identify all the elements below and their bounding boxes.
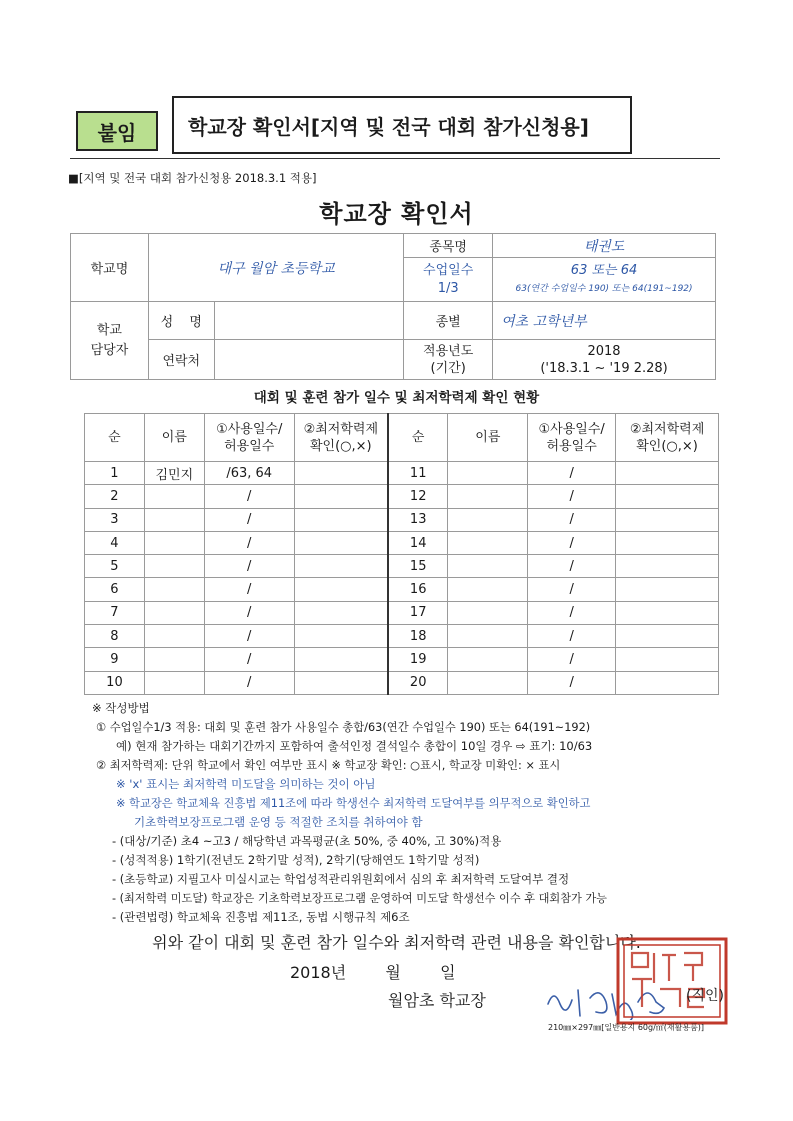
school-days-value-2: 63(연간 수업일수 190) 또는 64(191~192) xyxy=(515,283,693,294)
col-header-no-right: 순 xyxy=(388,414,448,462)
participation-table xyxy=(84,413,719,695)
year-value-1: 2018 xyxy=(587,343,621,359)
row-check-left xyxy=(294,508,388,531)
row-days-right: / xyxy=(528,508,616,531)
row-name-right xyxy=(448,485,528,508)
row-days-right: / xyxy=(528,555,616,578)
row-name-left xyxy=(144,531,204,554)
col-header-check-right-1: ②최저학력제 xyxy=(629,421,705,437)
row-check-left xyxy=(294,671,388,694)
detail-4: - (최저학력 미도달) 학교장은 기초학력보장프로그램 운영하여 미도달 학생선수 이수 후 대회참가 가능 xyxy=(112,892,607,905)
row-name-right xyxy=(448,601,528,624)
col-header-no-left: 순 xyxy=(85,414,145,462)
row-check-left xyxy=(294,648,388,671)
official-seal xyxy=(614,935,730,1027)
school-days-label-1: 수업일수 xyxy=(423,262,474,278)
contact-value xyxy=(214,340,404,380)
school-days-label-2: 1/3 xyxy=(437,280,459,296)
row-no-right: 18 xyxy=(388,625,448,648)
col-header-days-left xyxy=(204,414,294,462)
row-name-right xyxy=(448,508,528,531)
notes-heading: ※ 작성방법 xyxy=(92,701,150,715)
manager-label-2: 담당자 xyxy=(90,342,129,358)
col-header-check-right xyxy=(616,414,719,462)
row-no-left: 8 xyxy=(85,625,145,648)
row-check-left xyxy=(294,625,388,648)
note-4a: ※ 학교장은 학교체육 진흥법 제11조에 따라 학생선수 최저학력 도달여부를 의무적으로 확인하고 xyxy=(116,797,591,810)
table-row xyxy=(85,555,719,578)
category-value: 여초 고학년부 xyxy=(493,302,716,340)
table-row xyxy=(85,648,719,671)
row-name-left xyxy=(144,555,204,578)
signing-date: 2018년 월 일 xyxy=(290,963,456,982)
col-header-days-right-2: 허용일수 xyxy=(546,438,597,454)
category-label: 종별 xyxy=(404,302,493,340)
row-name-right xyxy=(448,531,528,554)
event-value: 태권도 xyxy=(493,234,716,258)
table-row xyxy=(85,462,719,485)
row-check-right xyxy=(616,671,719,694)
row-no-right: 11 xyxy=(388,462,448,485)
row-no-left: 1 xyxy=(85,462,145,485)
row-no-left: 10 xyxy=(85,671,145,694)
confirmation-statement: 위와 같이 대회 및 훈련 참가 일수와 최저학력 관련 내용을 확인합니다. xyxy=(152,933,641,952)
name-label: 성 명 xyxy=(148,302,214,340)
row-check-right xyxy=(616,462,719,485)
row-days-right: / xyxy=(528,601,616,624)
form-subtitle: ■[지역 및 전국 대회 참가신청용 2018.3.1 적용] xyxy=(68,171,317,185)
row-no-right: 12 xyxy=(388,485,448,508)
col-header-days-right-1: ①사용일수/ xyxy=(538,421,605,437)
row-days-right: / xyxy=(528,625,616,648)
table-row xyxy=(85,625,719,648)
col-header-check-left-2: 확인(○,×) xyxy=(309,438,372,454)
year-label-2: (기간) xyxy=(430,360,466,376)
detail-3: - (초등학교) 지필고사 미실시교는 학업성적관리위원회에서 심의 후 최저학력 도달여부 결정 xyxy=(112,872,570,886)
row-name-left xyxy=(144,578,204,601)
col-header-check-right-2: 확인(○,×) xyxy=(636,438,698,454)
row-name-right xyxy=(448,462,528,485)
detail-1: - (대상/기준) 초4 ~고3 / 해당학년 과목평균(초 50%, 중 40%, 고 30%)적용 xyxy=(112,834,502,848)
row-no-left: 4 xyxy=(85,531,145,554)
table-row xyxy=(85,485,719,508)
row-name-right xyxy=(448,671,528,694)
table-caption: 대회 및 훈련 참가 일수 및 최저학력제 확인 현황 xyxy=(253,390,540,406)
row-check-right xyxy=(616,601,719,624)
year-value-2: ('18.3.1 ~ '19 2.28) xyxy=(540,360,668,376)
note-2: ② 최저학력제: 단위 학교에서 확인 여부만 표시 ※ 학교장 확인: ○표시, 학교장 미확인: × 표시 xyxy=(96,759,561,772)
row-days-left: /63, 64 xyxy=(204,462,294,485)
row-days-left: / xyxy=(204,601,294,624)
row-name-left xyxy=(144,648,204,671)
row-no-right: 13 xyxy=(388,508,448,531)
manager-label xyxy=(71,302,149,380)
row-days-right: / xyxy=(528,578,616,601)
school-days-value xyxy=(493,258,716,302)
table-row xyxy=(85,601,719,624)
row-check-right xyxy=(616,578,719,601)
row-check-right xyxy=(616,648,719,671)
school-days-label xyxy=(404,258,493,302)
row-days-left: / xyxy=(204,531,294,554)
row-check-left xyxy=(294,462,388,485)
name-value xyxy=(214,302,404,340)
school-label: 학교명 xyxy=(71,234,149,302)
row-no-right: 14 xyxy=(388,531,448,554)
document-title: 학교장 확인서 xyxy=(319,200,474,228)
row-days-left: / xyxy=(204,485,294,508)
header-title-box: 학교장 확인서[지역 및 전국 대회 참가신청용] xyxy=(172,96,632,154)
table-row xyxy=(85,508,719,531)
row-check-left xyxy=(294,485,388,508)
header-divider xyxy=(70,158,720,159)
row-days-left: / xyxy=(204,648,294,671)
paper-spec-footer: 210㎜×297㎜[일반용지 60g/㎡(재활용품)] xyxy=(548,1023,705,1032)
note-4b: 기초학력보장프로그램 운영 등 적절한 조치를 취하여야 함 xyxy=(134,815,423,829)
row-check-left xyxy=(294,601,388,624)
manager-label-1: 학교 xyxy=(96,322,122,338)
row-days-left: / xyxy=(204,625,294,648)
row-no-left: 6 xyxy=(85,578,145,601)
row-name-left xyxy=(144,625,204,648)
row-days-left: / xyxy=(204,578,294,601)
table-row xyxy=(85,531,719,554)
detail-5: - (관련법령) 학교체육 진흥법 제11조, 동법 시행규칙 제6조 xyxy=(112,910,410,924)
row-days-right: / xyxy=(528,462,616,485)
row-name-left xyxy=(144,508,204,531)
school-info-table xyxy=(70,233,716,380)
row-check-left xyxy=(294,578,388,601)
row-days-right: / xyxy=(528,531,616,554)
row-name-right xyxy=(448,578,528,601)
attachment-badge: 붙임 xyxy=(76,111,158,151)
row-no-left: 7 xyxy=(85,601,145,624)
row-no-left: 5 xyxy=(85,555,145,578)
row-days-left: / xyxy=(204,555,294,578)
row-no-left: 3 xyxy=(85,508,145,531)
year-label xyxy=(404,340,493,380)
row-no-right: 20 xyxy=(388,671,448,694)
row-no-right: 17 xyxy=(388,601,448,624)
row-name-left xyxy=(144,485,204,508)
year-label-1: 적용년도 xyxy=(423,343,474,359)
row-check-right xyxy=(616,508,719,531)
col-header-days-left-2: 허용일수 xyxy=(224,438,275,454)
row-name-right xyxy=(448,625,528,648)
row-check-left xyxy=(294,531,388,554)
row-name-right xyxy=(448,648,528,671)
row-check-right xyxy=(616,555,719,578)
col-header-check-left-1: ②최저학력제 xyxy=(303,421,379,437)
row-no-right: 15 xyxy=(388,555,448,578)
row-days-right: / xyxy=(528,485,616,508)
row-name-left xyxy=(144,601,204,624)
principal-title: 월암초 학교장 xyxy=(388,991,486,1010)
seal-label: (직인) xyxy=(686,988,724,1004)
table-row xyxy=(85,578,719,601)
note-1a: ① 수업일수1/3 적용: 대회 및 훈련 참가 사용일수 총합/63(연간 수업일수 190) 또는 64(191~192) xyxy=(96,721,591,734)
col-header-check-left xyxy=(294,414,388,462)
col-header-name-left: 이름 xyxy=(144,414,204,462)
row-check-left xyxy=(294,555,388,578)
row-no-left: 9 xyxy=(85,648,145,671)
row-name-left: 김민지 xyxy=(144,462,204,485)
detail-2: - (성적적용) 1학기(전년도 2학기말 성적), 2학기(당해연도 1학기말 성적) xyxy=(112,853,480,867)
contact-label: 연락처 xyxy=(148,340,214,380)
event-label: 종목명 xyxy=(404,234,493,258)
row-check-right xyxy=(616,625,719,648)
row-check-right xyxy=(616,485,719,508)
col-header-days-right xyxy=(528,414,616,462)
col-header-name-right: 이름 xyxy=(448,414,528,462)
school-days-value-1: 63 또는 64 xyxy=(570,262,638,278)
row-days-right: / xyxy=(528,671,616,694)
col-header-days-left-1: ①사용일수/ xyxy=(216,421,283,437)
table-row xyxy=(85,671,719,694)
note-1b: 예) 현재 참가하는 대회기간까지 포함하여 출석인정 결석일수 총합이 10일 경우 ⇨ 표기: 10/63 xyxy=(116,739,593,753)
row-no-left: 2 xyxy=(85,485,145,508)
year-value xyxy=(493,340,716,380)
row-name-left xyxy=(144,671,204,694)
row-days-left: / xyxy=(204,671,294,694)
school-value: 대구 월암 초등학교 xyxy=(148,234,403,302)
row-no-right: 19 xyxy=(388,648,448,671)
row-check-right xyxy=(616,531,719,554)
row-days-left: / xyxy=(204,508,294,531)
note-3: ※ 'x' 표시는 최저학력 미도달을 의미하는 것이 아님 xyxy=(116,777,376,791)
row-no-right: 16 xyxy=(388,578,448,601)
row-name-right xyxy=(448,555,528,578)
row-days-right: / xyxy=(528,648,616,671)
